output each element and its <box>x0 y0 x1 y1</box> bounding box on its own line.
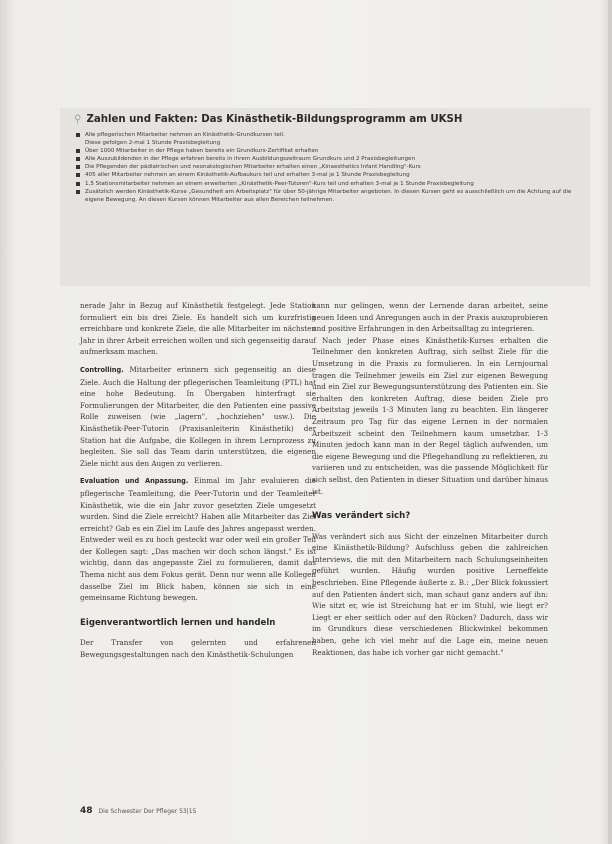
facts-list <box>74 131 574 204</box>
paragraph: Nach jeder Phase eines Kinästhetik-Kurses erhalten die Teilnehmer den konkreten Auftrag, sich selbst Ziele für die Umsetzung in die Praxis zu formulieren. In ein Lernjournal tragen die Teilnehmer jeweils ein Ziel zur eigenen Bewegung und ein Ziel zur Bewegungsunterstützung des Patienten ein. Sie erhalten den konkreten Auftrag, diese beiden Ziele pro Arbeitstag jeweils 1-3 Minuten lang zu beachten. Ein längerer Zeitraum pro Tag für das eigene Lernen in der normalen Arbeitszeit scheint den Teilnehmern kaum umsetzbar. 1-3 Minuten jedoch kann man in der Regel täglich aufwenden, um die eigene Bewegung und die Pflegehandlung zu reflektieren, zu variieren und zu entscheiden, was die passende Möglichkeit für sich selbst, den Patienten in dieser Situation und darüber hinaus ist. <box>312 335 548 496</box>
list-item <box>74 147 574 155</box>
bullet-icon <box>76 149 80 153</box>
list-item <box>74 188 574 204</box>
list-item-text: Über 1000 Mitarbeiter in der Pflege haben bereits ein Grundkurs-Zertifikat erhalten <box>85 148 319 155</box>
paragraph-text: Mitarbeiter erinnern sich gegenseitig an diese Ziele. Auch die Haltung der pflegerischen Teamleitung (PTL) hat eine hohe Bedeutung. In Übergaben hinterfragt sie Formulierungen der Mitarbeiter, die den Patienten eine passive Rolle zuweisen (wie „lagern", „hochziehen" usw.). Die Kinästhetik-Peer-Tutorin (Praxisanleiterin Kinästhetik) der Station hat die Aufgabe, die Kollegen in ihrem Lernprozess zu begleiten. Sie soll das Team darin unterstützen, die eigenen Ziele nicht aus den Augen zu verlieren. <box>80 364 316 468</box>
bullet-icon <box>76 133 80 137</box>
run-in-heading: Evaluation und Anpassung. <box>80 477 189 486</box>
map-pin-icon: ⚲ <box>74 114 82 125</box>
list-item <box>74 131 574 147</box>
bullet-icon <box>76 173 80 177</box>
right-column <box>312 300 548 658</box>
list-item-text: 405 aller Mitarbeiter nehmen an einem Kinästhetik-Aufbaukurs teil und erhalten 3-mal je 1 Stunde Praxisbegleitung <box>85 172 410 179</box>
bullet-icon <box>76 157 80 161</box>
list-item-text: Die Pflegenden der pädiatrischen und neonatologischen Mitarbeiter erhalten einen „Kinaesthetics Infant Handling"-Kurs <box>85 164 421 171</box>
list-item-text: Zusätzlich werden Kinästhetik-Kurse „Gesundheit am Arbeitsplatz" für über 50-jährige Mitarbeiter angeboten. In diesen Kursen geht es ausschließlich um die Achtung auf die eigene Bewegung. An diesen Kursen können Mitarbeiter aus allen Bereichen teilnehmen. <box>85 188 572 203</box>
left-column <box>80 300 316 661</box>
paragraph <box>80 364 316 469</box>
bullet-icon <box>76 190 80 194</box>
publication-name: Die Schwester Der Pfleger 53|15 <box>98 808 197 815</box>
paragraph: nerade Jahr in Bezug auf Kinästhetik festgelegt. Jede Station formuliert ein bis drei Ziele. Es handelt sich um kurzfristig erreichbare und konkrete Ziele, die alle Mitarbeiter im nächsten Jahr in ihrer Arbeit erreichen wollen und sich gegenseitig darauf aufmerksam machen. <box>80 301 316 357</box>
paragraph-text: Einmal im Jahr evaluieren die pflegerische Teamleitung, die Peer-Tutorin und der Teamleiter Kinästhetik, wie die ein Jahr zuvor gesetzten Ziele umgesetzt wurden. Sind die Ziele erreicht? Haben alle Mitarbeiter das Ziel erreicht? Gab es ein Ziel im Laufe des Jahres angepasst werden. Entweder weil es zu hoch gesteckt war oder weil ein großer Teil der Kollegen sagt: „Das machen wir doch schon längst." Es ist wichtig, dann das angepasste Ziel zu formulieren, damit das Thema nicht aus dem Fokus gerät. Denn nur wenn alle Kollegen dasselbe Ziel im Blick haben, können sie sich in eine gemeinsame Richtung bewegen. <box>80 476 316 603</box>
run-in-heading: Controlling. <box>80 365 124 374</box>
page-footer <box>80 806 196 816</box>
paragraph: Der Transfer von gelernten und erfahrenen Bewegungsgestaltungen nach den Kinästhetik-Schulungen <box>80 638 316 660</box>
list-item-text: Diese gefolgen 2-mal 1 Stunde Praxisbegleitung <box>85 140 221 147</box>
list-item-text: 1,5 Stationsmitarbeiter nehmen an einem erweiterten „Kinästhetik-Peer-Tutoren"-Kurs teil und erhalten 3-mal je 1 Stunde Praxisbegleitung <box>85 180 474 187</box>
paragraph <box>80 475 316 604</box>
bullet-icon <box>76 182 80 186</box>
page-edge <box>608 0 612 844</box>
paragraph: Was verändert sich aus Sicht der einzelnen Mitarbeiter durch eine Kinästhetik-Bildung? Aufschluss geben die zahlreichen Interviews, die mit den Mitarbeitern nach Schulungseinheiten geführt wurden. Häufig wurden positive Lerneffekte beschrieben. Eine Pflegende äußerte z. B.: „Der Blick fokussiert auf den Patienten ändert sich, man schaut ganz anders auf ihn: Wie sitzt er, wie ist Streichung hat er im Stuhl, wie liegt er? Liegt er eher seitlich oder auf den Rücken? Dadurch, dass wir im Grundkurs diese verschiedenen Blickwinkel bekommen haben, gehe ich viel mehr auf die Lage ein, meine neuen Reaktionen, das habe ich vorher gar nicht gemacht." <box>312 531 548 657</box>
list-item <box>74 155 574 163</box>
section-heading: Eigenverantwortlich lernen und handeln <box>80 617 276 628</box>
list-item-text: Alle Auszubildenden in der Pflege erfahren bereits in ihrem Ausbildungszeitraum Grundkurs und 2 Praxisbegleitungen <box>85 156 415 163</box>
list-item <box>74 180 574 188</box>
list-item <box>74 163 574 171</box>
page-number: 48 <box>80 806 93 816</box>
section-heading: Was verändert sich? <box>312 511 411 522</box>
paragraph: kann nur gelingen, wenn der Lernende daran arbeitet, seine neuen Ideen und Anregungen auch in der Praxis auszuprobieren und positive Erfahrungen in den Arbeitsalltag zu integrieren. <box>312 301 548 334</box>
bullet-icon <box>76 165 80 169</box>
list-item <box>74 171 574 179</box>
facts-box-title-text: Zahlen und Fakten: Das Kinästhetik-Bildungsprogramm am UKSH <box>86 114 463 125</box>
facts-box-title <box>74 114 574 125</box>
list-item-text: Alle pflegerischen Mitarbeiter nehmen an Kinästhetik-Grundkursen teil. <box>85 132 285 138</box>
